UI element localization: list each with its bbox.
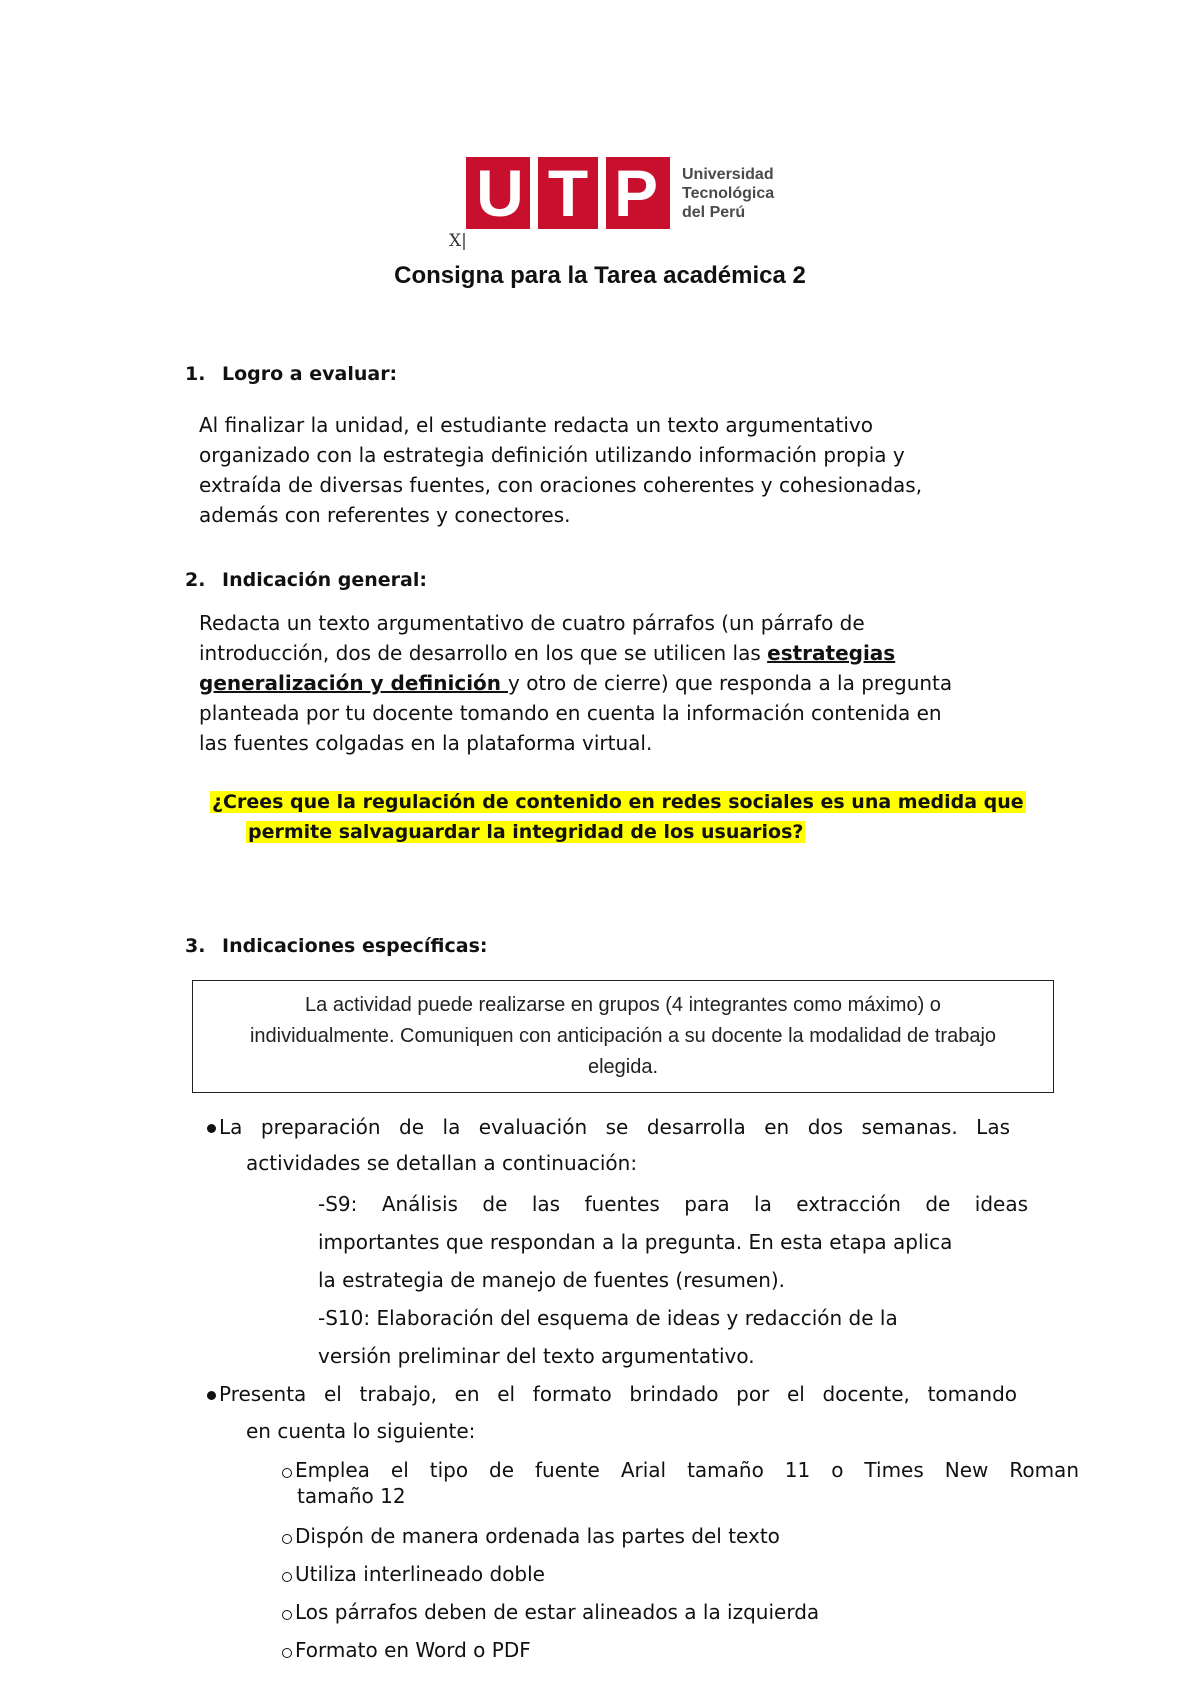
notice-line: elegida.: [587, 1056, 659, 1078]
bullet-dot-icon: [207, 1391, 216, 1400]
highlighted-question: [210, 787, 1060, 847]
section-1-paragraph: [199, 410, 922, 530]
logo-separator: [530, 157, 538, 229]
section-title: Indicaciones específicas:: [222, 935, 488, 957]
section-title: Indicación general:: [222, 569, 427, 591]
logo-mark: [466, 157, 670, 229]
circle-bullet-icon: [282, 1468, 292, 1478]
sub-item: [282, 1559, 545, 1589]
highlight: permite salvaguardar la integridad de los usuarios?: [248, 821, 804, 843]
section-1-heading: [185, 363, 397, 385]
emphasis-strategies: estrategias: [767, 641, 896, 665]
text-run: y otro de cierre) que responda a la pregunta: [508, 671, 953, 695]
text-run: introducción, dos de desarrollo en los que se utilicen las: [199, 641, 768, 665]
paragraph-line: las fuentes colgadas en la plataforma virtual.: [199, 731, 653, 755]
highlight: ¿Crees que la regulación de contenido en redes sociales es una medida que: [212, 791, 1024, 813]
week-item-s9-line: la estrategia de manejo de fuentes (resumen).: [318, 1268, 786, 1292]
circle-bullet-icon: [282, 1534, 292, 1544]
notice-line: individualmente. Comuniquen con anticipación a su docente la modalidad de trabajo: [249, 1025, 997, 1047]
question-line: [210, 817, 1060, 847]
week-item-s10: -S10: Elaboración del esquema de ideas y redacción de la: [318, 1306, 898, 1330]
sub-item: [282, 1597, 819, 1627]
bullet-text: La preparación de la evaluación se desarrolla en dos semanas. Las: [219, 1115, 1010, 1139]
document-title: Consigna para la Tarea académica 2: [394, 262, 806, 289]
paragraph-line: [199, 638, 952, 668]
section-number: 2.: [185, 569, 206, 591]
section-number: 3.: [185, 935, 206, 957]
cursor-mark: X|: [449, 231, 467, 251]
sub-item: [282, 1521, 780, 1551]
circle-bullet-icon: [282, 1572, 292, 1582]
logo-text-line: Tecnológica: [682, 184, 775, 202]
week-item-s9: -S9: Análisis de las fuentes para la extracción de ideas: [318, 1192, 1028, 1216]
paragraph-line: Redacta un texto argumentativo de cuatro párrafos (un párrafo de: [199, 611, 865, 635]
paragraph-line: planteada por tu docente tomando en cuenta la información contenida en: [199, 701, 942, 725]
logo-letter-u: U: [476, 156, 524, 230]
sub-item-text: Emplea el tipo de fuente Arial tamaño 11 o Times New Roman: [295, 1458, 1079, 1482]
logo-separator: [598, 157, 606, 229]
emphasis-strategies-names: generalización y definición: [199, 671, 508, 695]
logo-letter-p: P: [613, 156, 659, 230]
sub-item: [282, 1635, 531, 1665]
sub-item-continuation: tamaño 12: [297, 1484, 406, 1508]
paragraph-line: Al finalizar la unidad, el estudiante redacta un texto argumentativo: [199, 413, 873, 437]
paragraph-line: [199, 668, 952, 698]
week-item-s10-line: versión preliminar del texto argumentativo.: [318, 1344, 755, 1368]
paragraph-line: además con referentes y conectores.: [199, 503, 571, 527]
paragraph-line: extraída de diversas fuentes, con oraciones coherentes y cohesionadas,: [199, 473, 923, 497]
logo-text-line: Universidad: [682, 165, 774, 183]
bullet-continuation: en cuenta lo siguiente:: [246, 1419, 476, 1443]
logo-wordmark: [682, 165, 774, 222]
question-line: [210, 787, 1060, 817]
bullet-item: [207, 1112, 1010, 1142]
section-2-paragraph: [199, 608, 952, 758]
paragraph-line: organizado con la estrategia definición utilizando información propia y: [199, 443, 905, 467]
group-work-notice-box: [192, 980, 1054, 1093]
bullet-dot-icon: [207, 1124, 216, 1133]
sub-item-text: Utiliza interlineado doble: [295, 1562, 545, 1586]
bullet-continuation: actividades se detallan a continuación:: [246, 1151, 638, 1175]
section-number: 1.: [185, 363, 206, 385]
logo-letter-t: T: [547, 156, 589, 230]
logo-text-line: del Perú: [682, 203, 746, 221]
section-3-heading: [185, 935, 488, 957]
sub-item-text: Dispón de manera ordenada las partes del texto: [295, 1524, 780, 1548]
sub-item-text: Los párrafos deben de estar alineados a la izquierda: [295, 1600, 820, 1624]
utp-logo: [466, 157, 774, 229]
week-item-s9-line: importantes que respondan a la pregunta. En esta etapa aplica: [318, 1230, 953, 1254]
circle-bullet-icon: [282, 1648, 292, 1658]
circle-bullet-icon: [282, 1610, 292, 1620]
section-title: Logro a evaluar:: [222, 363, 398, 385]
bullet-item: [207, 1379, 1017, 1409]
section-2-heading: [185, 569, 427, 591]
sub-item-text: Formato en Word o PDF: [295, 1638, 531, 1662]
notice-line: La actividad puede realizarse en grupos (4 integrantes como máximo) o: [305, 994, 941, 1016]
bullet-text: Presenta el trabajo, en el formato brindado por el docente, tomando: [219, 1382, 1017, 1406]
